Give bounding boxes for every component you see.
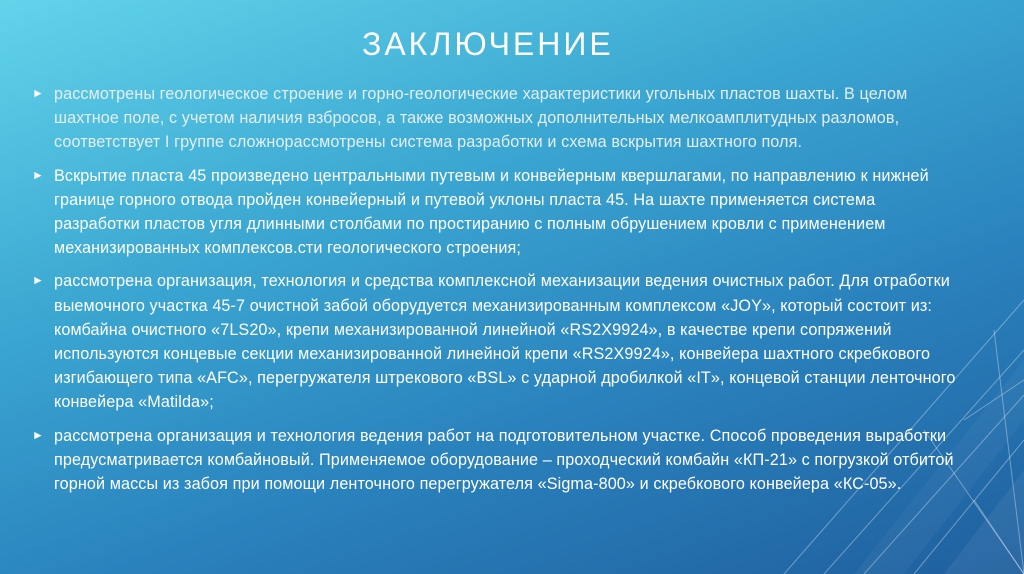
arrow-bullet-icon: ► (32, 427, 44, 442)
bullet-item (32, 424, 962, 497)
bullet-list (32, 82, 962, 505)
slide-title: ЗАКЛЮЧЕНИЕ (362, 26, 614, 62)
bullet-text: рассмотрена организация, технология и средства комплексной механизации ведения очистных работ. Для отработки выемочного участка 45-7 очистной забой оборудуется механизированным комплексом «JOY», который состоит из: комбайна очистного «7LS20», крепи механизированной линейной «RS2X9924», в качестве крепи сопряжений используются концевые секции механизированной линейной крепи «RS2X9924», конвейера шахтного скребкового изгибающего типа «AFC», перегружателя штрекового «BSL» с ударной дробилкой «IT», концевой станции ленточного конвейера «Matilda»; (54, 272, 956, 412)
arrow-bullet-icon: ► (32, 273, 44, 288)
bullet-item (32, 269, 962, 414)
bullet-text: рассмотрены геологическое строение и горно-геологические характеристики угольных пластов шахты. В целом шахтное поле, с учетом наличия взбросов, а также возможных дополнительных мелкоамплитудных разломов, соответствует I группе сложнорассмотрены система разработки и схема вскрытия шахтного поля. (54, 85, 908, 152)
arrow-bullet-icon: ► (32, 86, 44, 100)
bullet-item (32, 82, 962, 155)
bullet-item (32, 164, 962, 261)
arrow-bullet-icon: ► (32, 167, 44, 182)
bullet-text: рассмотрена организация и технология ведения работ на подготовительном участке. Способ проведения выработки предусматривается комбайновый. Применяемое оборудование – проходческий комбайн «КП-21» с погрузкой отбитой горной массы из забоя при помощи ленточного перегружателя «Sigma-800» и скребкового конвейера «КС-05». (54, 426, 954, 494)
bullet-text: Вскрытие пласта 45 произведено центральными путевым и конвейерным квершлагами, по направлению к нижней границе горного отвода пройден конвейерный и путевой уклоны пласта 45. На шахте применяется система разработки пластов угля длинными столбами по простиранию с полным обрушением кровли с применением механизированных комплексов.сти геологического строения; (54, 166, 929, 258)
